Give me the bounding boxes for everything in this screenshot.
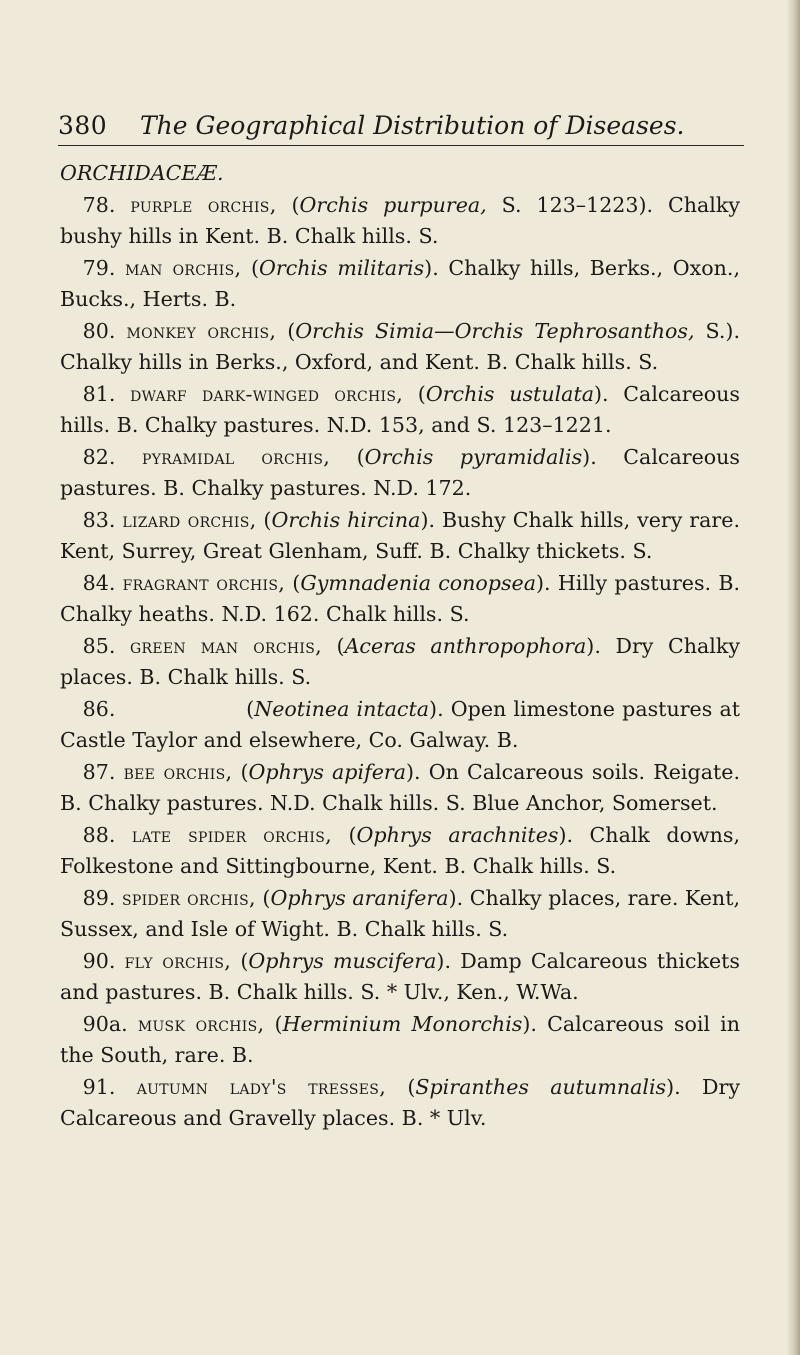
common-name: green man orchis, — [130, 633, 322, 658]
common-name: spider orchis, — [121, 885, 256, 910]
section-title: ORCHIDACEÆ. — [60, 161, 224, 185]
common-name: fragrant orchis, — [122, 570, 286, 595]
common-name: lizard orchis, — [122, 507, 257, 532]
page-body — [60, 158, 740, 1135]
entry-number: 84. — [82, 570, 116, 595]
entry-number: 87. — [82, 759, 116, 784]
common-name: man orchis, — [125, 255, 242, 280]
entry-localities: ). Chalk downs, Folkestone and Sittingbourne, Kent. B. Chalk hills. S. — [60, 822, 740, 878]
entry-localities: ). Open limestone pastures at Castle Taylor and elsewhere, Co. Galway. B. — [60, 696, 741, 752]
common-name: fly orchis, — [124, 948, 232, 973]
entry-localities: ). Chalky places, rare. Kent, Sussex, and Isle of Wight. B. Chalk hills. S. — [60, 885, 741, 941]
entry: 78. purple orchis, (Orchis purpurea, S. 123–1223). Chalky bushy hills in Kent. B. Chalk hills. S. — [60, 192, 741, 248]
latin-name: Orchis Simia—Orchis Tephrosanthos, — [295, 318, 695, 343]
common-name: monkey orchis, — [126, 318, 277, 343]
entry-number: 79. — [82, 255, 116, 280]
entry-number: 86. — [82, 696, 116, 721]
common-name: purple orchis, — [130, 192, 277, 217]
latin-name: Orchis hircina — [271, 507, 421, 532]
entry-number: 82. — [82, 444, 116, 469]
common-name: musk orchis, — [137, 1011, 265, 1036]
entry-localities: ). Calcareous hills. B. Chalky pastures. N.D. 153, and S. 123–1221. — [60, 381, 740, 437]
entry-localities: ). On Calcareous soils. Reigate. B. Chalky pastures. N.D. Chalk hills. S. Blue Anchor, Somerset. — [60, 759, 740, 815]
entry-localities: ). Calcareous pastures. B. Chalky pastures. N.D. 172. — [60, 444, 740, 500]
entry-localities: S.). Chalky hills in Berks., Oxford, and Kent. B. Chalk hills. S. — [60, 318, 741, 374]
entry: 86. (Neotinea intacta). Open limestone pastures at Castle Taylor and elsewhere, Co. Galway. B. — [60, 696, 741, 752]
latin-name: Herminium Monorchis — [282, 1011, 523, 1036]
page-header — [58, 105, 744, 146]
entry: 83. lizard orchis, (Orchis hircina). Bushy Chalk hills, very rare. Kent, Surrey, Great Glenham, Suff. B. Chalky thickets. S. — [60, 507, 740, 563]
entry: 79. man orchis, (Orchis militaris). Chalky hills, Berks., Oxon., Bucks., Herts. B. — [60, 255, 740, 311]
latin-name: Neotinea intacta — [254, 696, 430, 721]
entry: 85. green man orchis, (Aceras anthropophora). Dry Chalky places. B. Chalk hills. S. — [60, 633, 740, 689]
latin-name: Spiranthes autumnalis — [415, 1074, 667, 1099]
latin-name: Orchis pyramidalis — [364, 444, 583, 469]
common-name: pyramidal orchis, — [141, 444, 331, 469]
entry-localities: ). Hilly pastures. B. Chalky heaths. N.D. 162. Chalk hills. S. — [60, 570, 740, 626]
latin-name: Ophrys aranifera — [270, 885, 449, 910]
entry-localities: ). Dry Calcareous and Gravelly places. B. * Ulv. — [60, 1074, 741, 1130]
latin-name: Ophrys arachnites — [356, 822, 559, 847]
common-name: bee orchis, — [123, 759, 233, 784]
entry-number: 91. — [82, 1074, 116, 1099]
latin-name: Ophrys apifera — [248, 759, 407, 784]
common-name: late spider orchis, — [131, 822, 332, 847]
entry-number: 88. — [82, 822, 116, 847]
entry-localities: S. 123–1223). Chalky bushy hills in Kent. B. Chalk hills. S. — [60, 192, 741, 248]
entry-localities: ). Bushy Chalk hills, very rare. Kent, Surrey, Great Glenham, Suff. B. Chalky thickets. S. — [60, 507, 740, 563]
latin-name: Ophrys muscifera — [248, 948, 437, 973]
entry: 84. fragrant orchis, (Gymnadenia conopsea). Hilly pastures. B. Chalky heaths. N.D. 162. Chalk hills. S. — [60, 570, 740, 626]
entry-number: 89. — [82, 885, 116, 910]
entry: 90. fly orchis, (Ophrys muscifera). Damp Calcareous thickets and pastures. B. Chalk hills. S. * Ulv., Ken., W.Wa. — [60, 948, 740, 1004]
entry: 90a. musk orchis, (Herminium Monorchis). Calcareous soil in the South, rare. B. — [60, 1011, 741, 1067]
entry-number: 85. — [82, 633, 116, 658]
entry-localities: ). Chalky hills, Berks., Oxon., Bucks., Herts. B. — [60, 255, 740, 311]
latin-name: Gymnadenia conopsea — [300, 570, 537, 595]
entry-localities: ). Damp Calcareous thickets and pastures. B. Chalk hills. S. * Ulv., Ken., W.Wa. — [60, 948, 740, 1004]
entry-number: 83. — [82, 507, 116, 532]
running-title: The Geographical Distribution of Diseases. — [140, 111, 685, 140]
common-name: autumn lady's tresses, — [136, 1074, 387, 1099]
entry: 88. late spider orchis, (Ophrys arachnites). Chalk downs, Folkestone and Sittingbourne, Kent. B. Chalk hills. S. — [60, 822, 740, 878]
latin-name: Aceras anthropophora — [344, 633, 587, 658]
entry-localities: ). Calcareous soil in the South, rare. B. — [60, 1011, 741, 1067]
entry-number: 90a. — [82, 1011, 128, 1036]
entry: 82. pyramidal orchis, (Orchis pyramidalis). Calcareous pastures. B. Chalky pastures. N.D. 172. — [60, 444, 740, 500]
entry: 81. dwarf dark-winged orchis, (Orchis ustulata). Calcareous hills. B. Chalky pastures. N.D. 153, and S. 123–1221. — [60, 381, 740, 437]
entry: 91. autumn lady's tresses, (Spiranthes autumnalis). Dry Calcareous and Gravelly places. B. * Ulv. — [60, 1074, 741, 1130]
latin-name: Orchis ustulata — [425, 381, 594, 406]
entry-number: 81. — [82, 381, 116, 406]
page-number: 380 — [58, 111, 108, 140]
entry-number: 90. — [82, 948, 116, 973]
entry: 89. spider orchis, (Ophrys aranifera). Chalky places, rare. Kent, Sussex, and Isle of Wight. B. Chalk hills. S. — [60, 885, 741, 941]
entry: 80. monkey orchis, (Orchis Simia—Orchis Tephrosanthos, S.). Chalky hills in Berks., Oxford, and Kent. B. Chalk hills. S. — [60, 318, 741, 374]
entry-number: 80. — [82, 318, 116, 343]
page-edge-shadow — [786, 0, 800, 1355]
entry-list — [60, 190, 740, 1135]
entry-number: 78. — [82, 192, 116, 217]
latin-name: Orchis purpurea, — [299, 192, 487, 217]
entry: 87. bee orchis, (Ophrys apifera). On Calcareous soils. Reigate. B. Chalky pastures. N.D. Chalk hills. S. Blue Anchor, Somerset. — [60, 759, 740, 815]
common-name: dwarf dark-winged orchis, — [130, 381, 404, 406]
latin-name: Orchis militaris — [259, 255, 425, 280]
entry-localities: ). Dry Chalky places. B. Chalk hills. S. — [60, 633, 740, 689]
